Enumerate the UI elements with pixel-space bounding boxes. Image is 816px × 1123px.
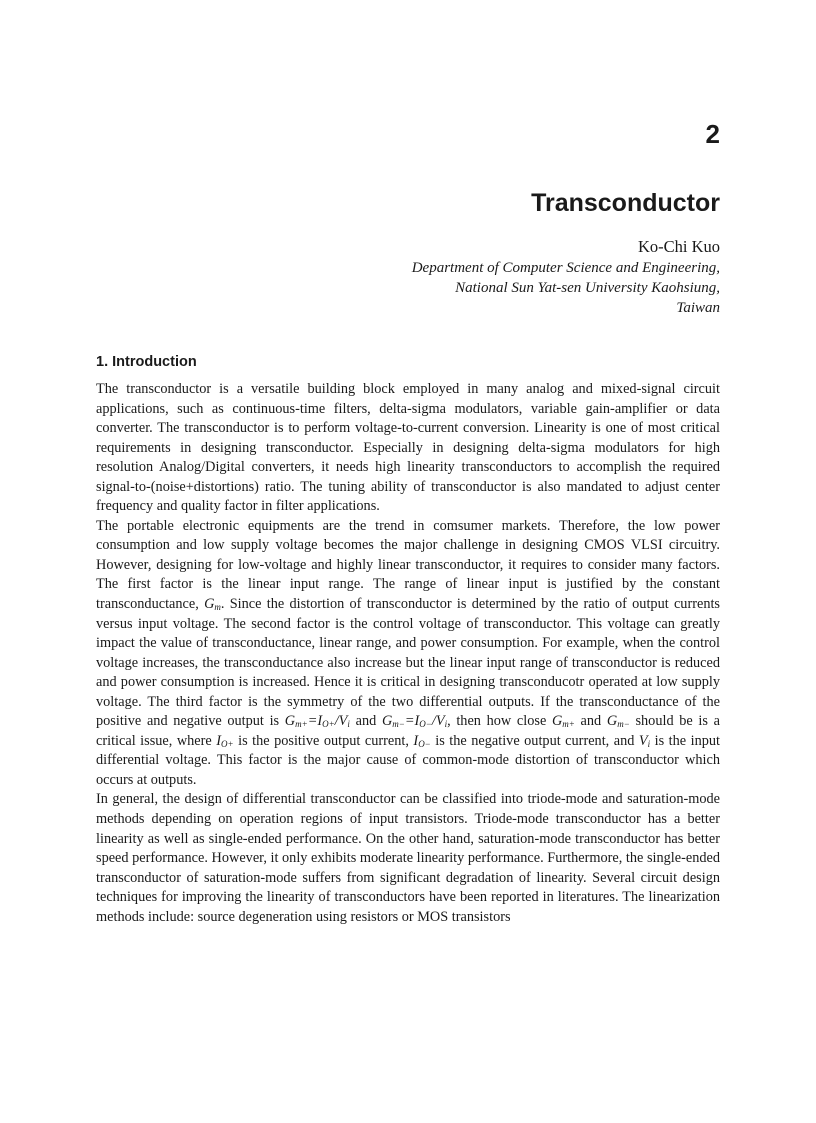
affiliation-line: Department of Computer Science and Engineering, (411, 260, 720, 276)
chapter-number: 2 (705, 119, 720, 149)
paragraph-1: The transconductor is a versatile building block employed in many analog and mixed-signal circuit applications, such as continuous-time filters, delta-sigma modulators, variable gain-amplifier or data converter. The transconductor is to perform voltage-to-current conversion. Linearity is one of most critical requirements in designing transconductor. Especially in designing delta-sigma modulators for high resolution Analog/Digital converters, it needs high linearity transconductors to accomplish the required signal-to-(noise+distortions) ratio. The tuning ability of transconductor is also mandated to adjust center frequency and quality factor in filter applications. (96, 381, 720, 515)
affiliation-line: National Sun Yat-sen University Kaohsiung, (455, 280, 720, 296)
chapter-title: Transconductor (531, 189, 720, 217)
section-heading: 1. Introduction (96, 354, 197, 370)
author-block (220, 236, 720, 318)
paragraph-3: In general, the design of differential transconductor can be classified into triode-mode and saturation-mode methods depending on operation regions of input transistors. Triode-mode transconductor has a better linearity as well as single-ended performance. On the other hand, saturation-mode transconductor has better speed performance. However, it only exhibits moderate linearity performance. Furthermore, the single-ended transconductor of saturation-mode suffers from significant degradation of linearity. Several circuit design techniques for improving the linearity of transconductors have been reported in literatures. The linearization methods include: source degeneration using resistors or MOS transistors (96, 791, 720, 925)
author-name: Ko-Chi Kuo (637, 237, 720, 256)
affiliation-line: Taiwan (676, 300, 720, 316)
body-text (96, 380, 720, 927)
paragraph-2: The portable electronic equipments are the trend in comsumer markets. Therefore, the low power consumption and low supply voltage becomes the major challenge in designing CMOS VLSI circuitry. However, designing for low-voltage and highly linear transconductor, it requires to consider many factors. The first factor is the linear input range. The range of linear input is justified by the constant transconductance, $G_m$. Since the distortion of transconductor is determined by the ratio of output currents versus input voltage. The second factor is the control voltage of transconductor. This voltage can greatly impact the value of transconductance, linear range, and power consumption. For example, when the control voltage increases, the transconductance also increase but the linear input range of transconductor is reduced and power consumption is increased. Hence it is critical in designing transconducotr operated at low supply voltage. The third factor is the symmetry of the two differential outputs. If the transconductance of the positive and negative output is $G_{m+}=I_{O+}/V_i$ and $G_{m-}=I_{O-}/V_i$, then how close $G_{m+}$ and $G_{m-}$ should be is a critical issue, where $I_{O+}$ is the positive output current, $I_{O-}$ is the negative output current, and $V_i$ is the input differential voltage. This factor is the major cause of common-mode distortion of transconductor which occurs at outputs. (96, 517, 720, 788)
